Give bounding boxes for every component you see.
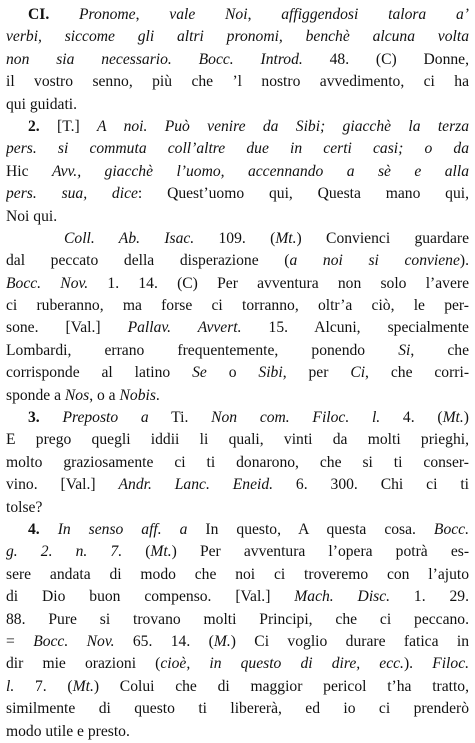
text-line <box>6 340 469 362</box>
text-segment: M. <box>213 632 231 650</box>
text-segment: Avv., giacchè l’uomo, accennando a sè e alla <box>51 162 469 180</box>
text-line <box>6 609 469 631</box>
text-segment: ) <box>463 409 469 427</box>
text-segment: ) Convienci guardare <box>296 229 469 247</box>
text-segment: dal peccato della disperazione ( <box>6 252 290 270</box>
text-segment: ) Colui che di maggior pericol t’ha tratto, <box>93 677 469 695</box>
text-line <box>6 564 469 586</box>
text-segment: ci ruberanno, ma forse ci torranno, oltr’a ciò, le per- <box>6 297 469 315</box>
text-segment: Nos <box>64 386 90 404</box>
text-segment: tolse? <box>6 498 43 516</box>
text-segment: vino. [Val.] <box>6 476 119 494</box>
text-segment: [T.] <box>57 117 98 135</box>
text-segment: Bocc. Nov. <box>6 274 89 292</box>
text-segment: Ti. <box>148 409 212 427</box>
text-line <box>6 452 469 474</box>
text-segment: sone. [Val.] <box>6 319 128 337</box>
text-segment: Mt. <box>150 543 172 561</box>
text-line <box>6 653 469 675</box>
text-segment: = <box>6 632 34 650</box>
text-segment: , per <box>282 364 351 382</box>
text-segment: Ci <box>350 364 366 382</box>
text-segment: pers. si commuta coll’altre due in certi casi; o da <box>6 140 469 158</box>
text-segment: Bocc. <box>433 520 469 538</box>
text-segment: Non com. Filoc. l. <box>211 409 381 427</box>
text-line <box>6 116 469 138</box>
text-segment: Preposto a <box>62 409 149 427</box>
text-segment: 4. <box>28 520 58 538</box>
text-segment: Nobis <box>119 386 156 404</box>
text-segment: , <box>135 6 170 23</box>
text-segment: Sibi <box>258 364 283 382</box>
text-line <box>6 94 469 116</box>
text-segment: il vostro senno, più che ’l nostro avvedimento, ci ha <box>6 73 469 91</box>
text-segment: 15. Alcuni, specialmente <box>241 319 469 337</box>
text-segment: , che corri- <box>365 364 469 382</box>
text-segment: 65. 14. ( <box>114 632 214 650</box>
text-line <box>6 295 469 317</box>
text-line <box>6 161 469 183</box>
text-segment: ( <box>122 543 151 561</box>
text-segment: pers. sua, dice <box>6 185 138 203</box>
text-segment: A noi. Può venire da Sibi; giacchè la terza <box>97 117 469 135</box>
text-segment: cioè, in questo di dire, ecc. <box>160 655 404 673</box>
text-segment: , <box>247 6 282 23</box>
text-segment: Bocc. Nov. <box>33 632 115 650</box>
text-segment: Filoc. <box>432 655 469 673</box>
text-line <box>6 474 469 496</box>
text-line <box>6 407 469 429</box>
text-line <box>6 631 469 653</box>
text-segment: similmente di questo ti libererà, ed io ci prenderò <box>6 700 469 718</box>
text-segment: ). <box>459 252 469 270</box>
text-segment: g. 2. n. 7. <box>6 543 123 561</box>
text-line <box>6 429 469 451</box>
text-segment: ). <box>403 655 433 673</box>
text-segment: l. <box>6 677 15 695</box>
text-segment: , che <box>410 341 469 359</box>
text-line <box>6 541 469 563</box>
text-segment: qui guidati. <box>6 95 78 113</box>
text-line <box>6 317 469 339</box>
text-segment: E prego quegli iddii li quali, vinti da molti prieghi, <box>6 431 469 449</box>
text-line <box>6 206 469 228</box>
text-segment: 4. ( <box>380 409 443 427</box>
text-segment: Mt. <box>275 229 297 247</box>
text-segment: Lombardi, errano frequentemente, ponendo <box>6 341 399 359</box>
text-segment: Se <box>192 364 207 382</box>
text-line <box>6 71 469 93</box>
text-segment: ) Ci voglio durare fatica in <box>230 632 469 650</box>
text-segment: dir mie orazioni ( <box>6 655 161 673</box>
text-segment: 1. 14. (C) Per avventura non solo l’avere <box>88 274 469 292</box>
text-line <box>6 385 469 407</box>
text-line <box>6 676 469 698</box>
text-segment: ) Per avventura l’opera potrà es- <box>171 543 469 561</box>
text-segment: 2. <box>28 117 58 135</box>
text-line <box>6 228 469 250</box>
text-line <box>6 183 469 205</box>
text-segment: 48. (C) Donne, <box>302 50 469 68</box>
text-segment: o <box>206 364 259 382</box>
text-segment: Mt. <box>72 677 94 695</box>
text-line <box>6 698 469 720</box>
text-segment: : Quest’uomo qui, Questa mano qui, <box>137 185 469 203</box>
text-line <box>6 273 469 295</box>
text-segment: molto graziosamente ci ti donarono, che si ti conser- <box>6 453 469 471</box>
text-segment: 6. 300. Chi ci ti <box>273 476 469 494</box>
text-line <box>6 49 469 71</box>
text-line <box>6 26 469 48</box>
text-line <box>6 4 469 26</box>
text-segment: CI. <box>28 6 80 23</box>
text-segment: a noi si conviene <box>289 252 460 270</box>
text-segment: Pronome <box>79 6 136 23</box>
text-segment: sere andata di modo che noi ci troveremo con l’ajuto <box>6 565 469 583</box>
text-segment: Noi qui. <box>6 207 58 225</box>
text-segment: . <box>155 386 160 404</box>
text-segment: Andr. Lanc. Eneid. <box>118 476 274 494</box>
text-line <box>6 519 469 541</box>
text-segment: affiggendosi talora a’ <box>281 6 469 23</box>
text-segment: 3. <box>28 409 63 427</box>
text-segment: 109. ( <box>194 229 276 247</box>
text-line <box>6 586 469 608</box>
text-segment: Mach. Disc. <box>294 588 391 606</box>
text-segment: verbi, siccome gli altri pronomi, benchè alcuna volta <box>6 28 469 46</box>
text-line <box>6 138 469 160</box>
text-segment: Mt. <box>442 409 464 427</box>
text-segment: di Dio buon compenso. [Val.] <box>6 588 295 606</box>
text-line <box>6 362 469 384</box>
text-segment: Coll. Ab. Isac. <box>64 229 195 247</box>
text-line <box>6 497 469 519</box>
text-segment: 88. Pure si trovano molti Principi, che ci peccano. <box>6 610 469 628</box>
text-segment: vale Noi <box>169 6 248 23</box>
text-segment: 7. ( <box>14 677 73 695</box>
text-segment: In questo, A questa cosa. <box>187 520 434 538</box>
text-segment: modo utile e presto. <box>6 722 130 740</box>
text-segment: In senso aff. a <box>57 520 188 538</box>
text-line <box>6 721 469 743</box>
text-segment: Si <box>398 341 411 359</box>
text-segment: corrisponde al latino <box>6 364 193 382</box>
text-line <box>6 250 469 272</box>
text-segment: Hic <box>6 162 52 180</box>
text-segment: 1. 29. <box>390 588 469 606</box>
text-segment: non sia necessario. Bocc. Introd. <box>6 50 303 68</box>
text-segment: Pallav. Avvert. <box>127 319 242 337</box>
text-segment: sponde a <box>6 386 65 404</box>
text-segment: , o a <box>89 386 120 404</box>
